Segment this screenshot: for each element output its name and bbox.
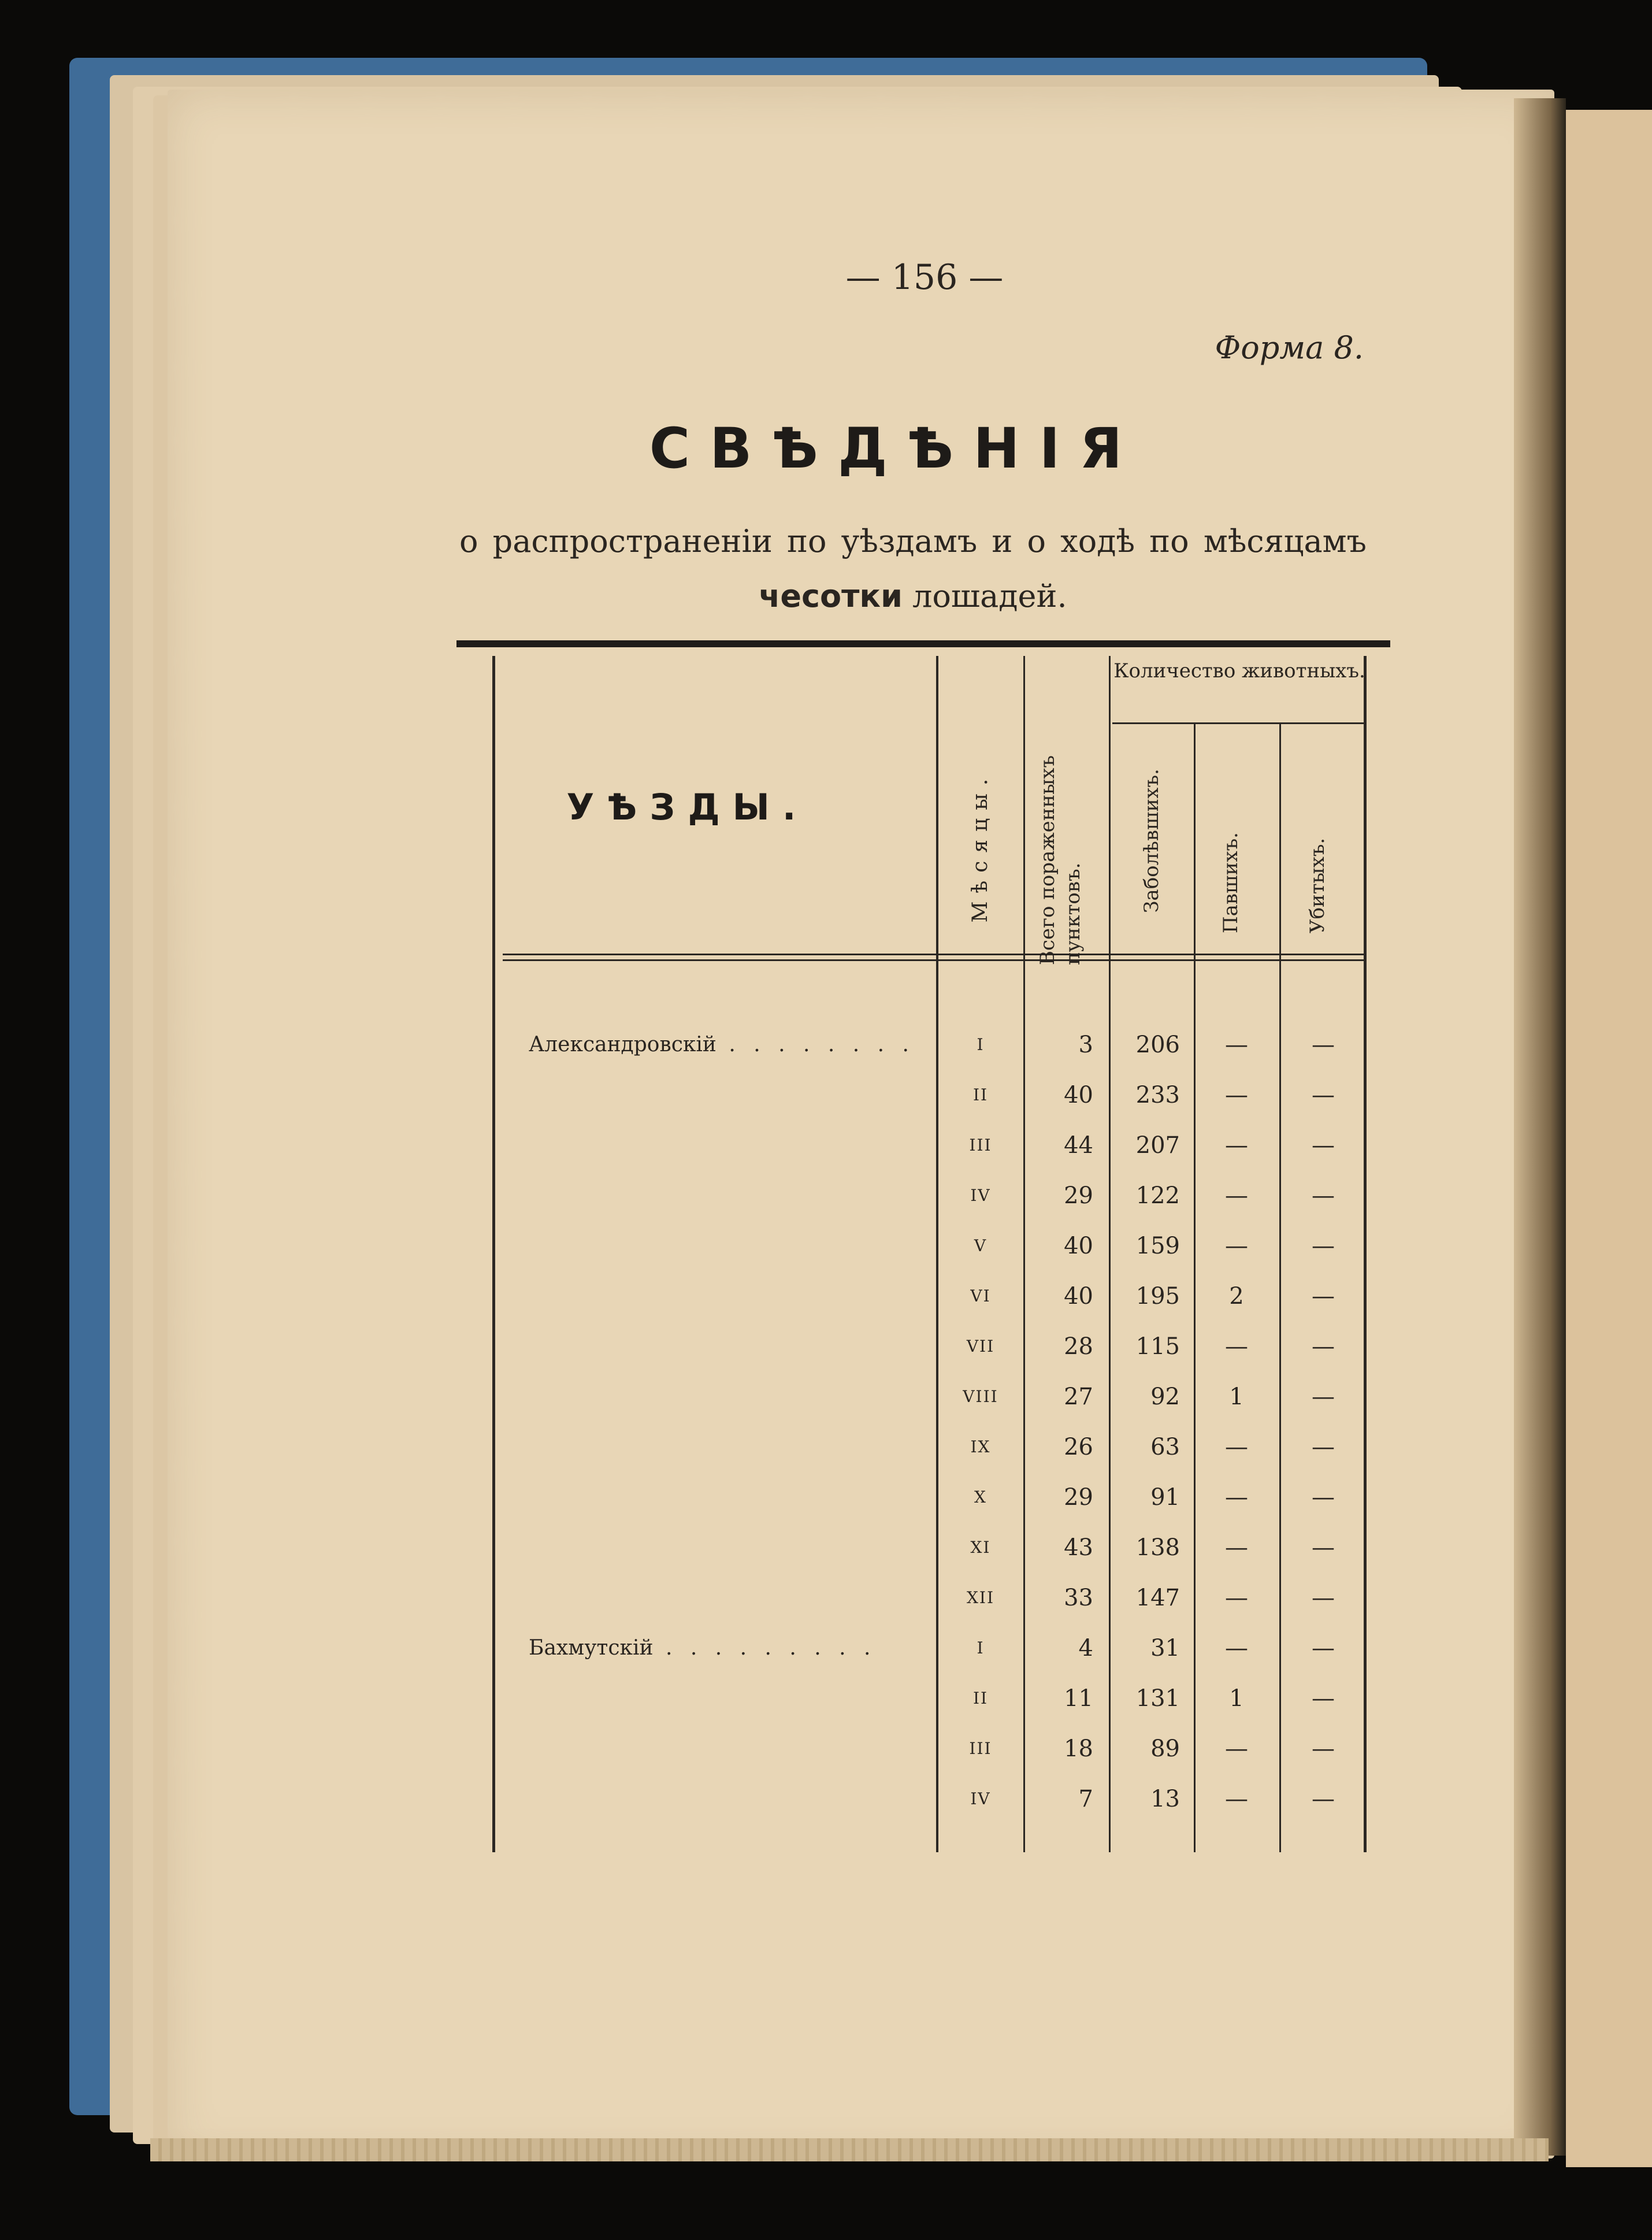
cell-dead: — [1225,1635,1248,1662]
cell-uezd [529,1724,945,1774]
header-animals-group: Количество животныхъ. [1113,659,1365,683]
form-label: Форма 8. [1215,329,1364,366]
uezd-name: Александровскій [529,1033,717,1056]
cell-dead: — [1225,1434,1248,1460]
leader-dots: . . . . . . . . . [653,1636,877,1660]
cell-sick: 89 [1150,1735,1180,1762]
header-uezdy: УѢЗДЫ. [566,786,809,828]
cell-sick: 115 [1135,1333,1180,1360]
table-row [0,1221,1652,1271]
cell-killed: — [1312,1434,1335,1460]
cell-total-points: 33 [1064,1585,1093,1611]
cell-uezd [529,1171,945,1221]
leader-dots: . . . . . . . . [716,1033,915,1056]
table-row [0,1372,1652,1422]
cell-total-points: 3 [1078,1032,1093,1058]
cell-killed: — [1312,1233,1335,1259]
cell-uezd [529,1221,945,1271]
header-sick: Заболѣвшихъ. [1140,769,1163,913]
cell-sick: 207 [1135,1132,1180,1159]
cell-total-points: 29 [1064,1182,1093,1209]
cell-month: VI [970,1286,991,1306]
cell-month: V [974,1236,988,1255]
subtitle-line-2 [422,578,1404,614]
cell-uezd [529,1271,945,1321]
cell-sick: 63 [1150,1434,1180,1460]
page-number: — 156 — [845,257,1004,298]
cell-killed: — [1312,1635,1335,1662]
cell-killed: — [1312,1484,1335,1511]
cell-dead: 1 [1229,1384,1244,1410]
cell-sick: 31 [1150,1635,1180,1662]
table-row [0,1322,1652,1371]
header-bottom-rule [503,959,1367,961]
table-row [0,1623,1652,1673]
table-row [0,1171,1652,1221]
cell-month: XI [970,1538,991,1557]
table-row [0,1774,1652,1824]
cell-dead: — [1225,1182,1248,1209]
cell-sick: 131 [1135,1685,1180,1712]
table-top-rule [456,640,1390,647]
cell-killed: — [1312,1685,1335,1712]
cell-total-points: 28 [1064,1333,1093,1360]
cell-total-points: 18 [1064,1735,1093,1762]
cell-sick: 159 [1135,1233,1180,1259]
cell-dead: — [1225,1233,1248,1259]
cell-total-points: 43 [1064,1534,1093,1561]
cell-uezd [529,1523,945,1573]
cell-month: XII [966,1588,995,1607]
group-header-rule [1112,722,1364,724]
cell-killed: — [1312,1132,1335,1159]
cell-total-points: 7 [1078,1786,1093,1812]
page-edges [150,2138,1549,2161]
table-row [0,1070,1652,1120]
cell-killed: — [1312,1384,1335,1410]
cell-total-points: 40 [1064,1233,1093,1259]
cell-dead: — [1225,1132,1248,1159]
cell-killed: — [1312,1082,1335,1108]
cell-total-points: 4 [1078,1635,1093,1662]
cell-uezd [529,1623,945,1673]
cell-uezd [529,1674,945,1723]
cell-killed: — [1312,1333,1335,1360]
cell-uezd [529,1473,945,1522]
cell-dead: — [1225,1786,1248,1812]
table-row [0,1473,1652,1522]
cell-uezd [529,1121,945,1170]
header-dead: Павшихъ. [1219,832,1242,933]
table-row [0,1674,1652,1723]
cell-total-points: 40 [1064,1082,1093,1108]
cell-sick: 147 [1135,1585,1180,1611]
cell-dead: — [1225,1032,1248,1058]
cell-month: IX [970,1437,991,1456]
table-row [0,1121,1652,1170]
cell-killed: — [1312,1585,1335,1611]
cell-dead: — [1225,1082,1248,1108]
cell-dead: 1 [1229,1685,1244,1712]
uezd-name: Бахмутскій [529,1636,654,1660]
cell-uezd [529,1573,945,1623]
cell-uezd [529,1774,945,1824]
cell-dead: — [1225,1534,1248,1561]
cell-month: IV [970,1186,991,1205]
cell-sick: 233 [1135,1082,1180,1108]
cell-dead: — [1225,1585,1248,1611]
table-row [0,1573,1652,1623]
cell-month: X [974,1488,987,1507]
cell-month: VII [966,1337,995,1356]
cell-uezd [529,1322,945,1371]
cell-killed: — [1312,1032,1335,1058]
cell-total-points: 29 [1064,1484,1093,1511]
cell-month: VIII [963,1387,998,1406]
cell-month: I [977,1638,985,1657]
cell-dead: 2 [1229,1283,1244,1310]
cell-killed: — [1312,1786,1335,1812]
cell-month: IV [970,1789,991,1808]
cell-total-points: 44 [1064,1132,1093,1159]
cell-sick: 92 [1150,1384,1180,1410]
cell-sick: 138 [1135,1534,1180,1561]
cell-sick: 206 [1135,1032,1180,1058]
header-killed: Убитыхъ. [1306,837,1329,933]
cell-dead: — [1225,1333,1248,1360]
table-row [0,1422,1652,1472]
cell-month: III [969,1136,992,1155]
header-bottom-rule [503,954,1367,955]
header-months: Мѣсяцы. [968,770,992,923]
cell-total-points: 40 [1064,1283,1093,1310]
subtitle-line-1: о распространеніи по уѣздамъ и о ходѣ по мѣсяцамъ [459,523,1367,559]
subtitle-bold-word: чесотки [759,578,903,614]
cell-killed: — [1312,1283,1335,1310]
header-total-points [1035,734,1098,965]
cell-dead: — [1225,1735,1248,1762]
cell-total-points: 26 [1064,1434,1093,1460]
cell-sick: 195 [1135,1283,1180,1310]
cell-killed: — [1312,1735,1335,1762]
page-title: СВѢДѢНІЯ [649,416,1142,481]
table-row [0,1271,1652,1321]
cell-uezd [529,1020,945,1070]
cell-dead: — [1225,1484,1248,1511]
cell-uezd [529,1422,945,1472]
table-row [0,1523,1652,1573]
cell-killed: — [1312,1534,1335,1561]
subtitle-rest: лошадей. [902,578,1067,614]
cell-total-points: 27 [1064,1384,1093,1410]
table-row [0,1020,1652,1070]
cell-uezd [529,1372,945,1422]
cell-killed: — [1312,1182,1335,1209]
cell-month: III [969,1739,992,1758]
cell-sick: 122 [1135,1182,1180,1209]
cell-sick: 91 [1150,1484,1180,1511]
cell-uezd [529,1070,945,1120]
cell-total-points: 11 [1064,1685,1093,1712]
cell-sick: 13 [1150,1786,1180,1812]
cell-month: I [977,1035,985,1054]
cell-month: II [972,1689,989,1708]
header-total-points-text: Всего пораженныхъ пунктовъ. [1036,755,1085,965]
cell-month: II [972,1085,989,1104]
table-row [0,1724,1652,1774]
